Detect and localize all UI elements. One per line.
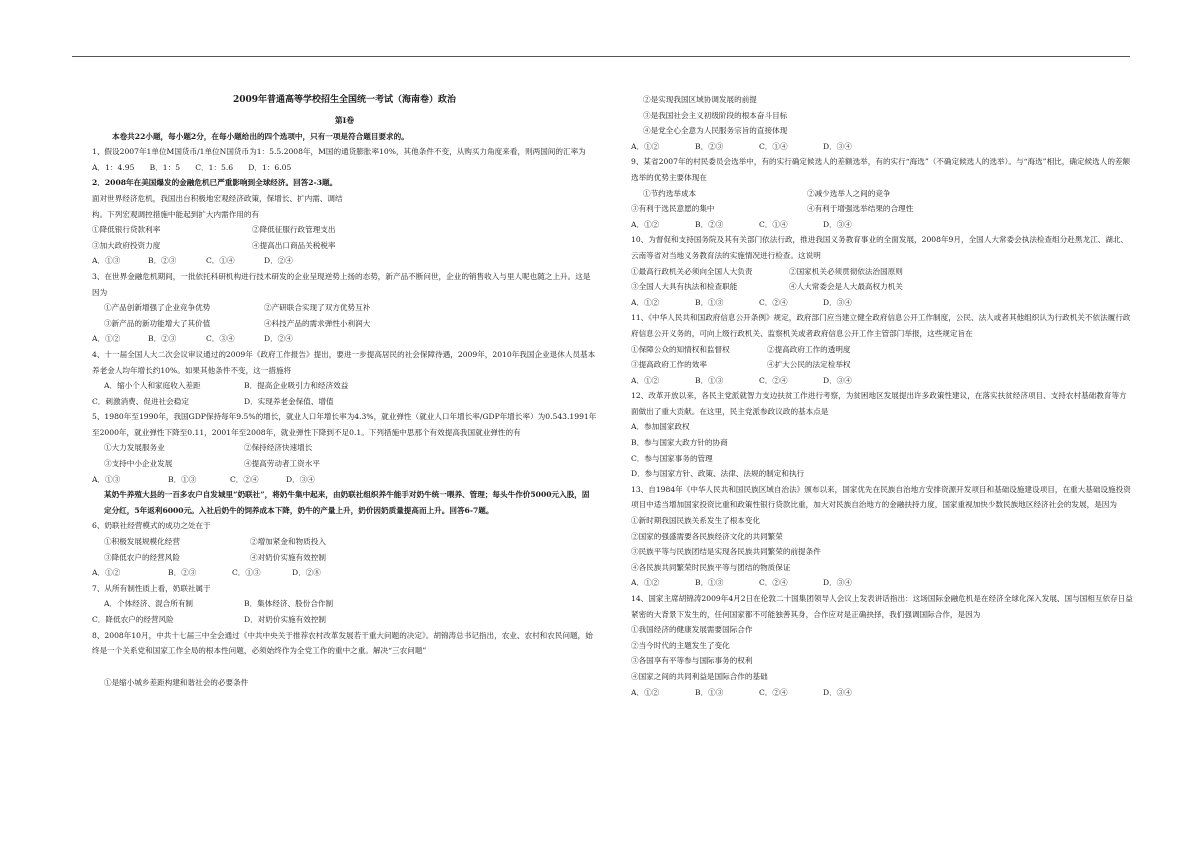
q6-option-d: D．②⑧ — [292, 568, 321, 578]
q10-stem: 10、为督促和支持国务院及其有关部门依法行政，推进我国义务教育事业的全面发展，2008年9月，全国人大常委会执法检查组分赴黑龙江、湖北、云南等省对当地义务教育法的实施情况进行检查。这说明 — [631, 235, 1129, 260]
material-2-3: 2．2008年在美国爆发的金融危机已严重影响到全球经济。回答2-3题。 — [92, 178, 338, 188]
instructions: 本卷共22小题，每小题2分，在每小题给出的四个选项中，只有一项是符合题目要求的。 — [112, 131, 409, 141]
q9-stem: 9、某省2007年的村民委员会选举中，有的实行确定候选人的差额选举，有的实行“海选”（不确定候选人的选举）。与“海选”相比，确定候选人的差额选举的优势主要体现在 — [631, 157, 1131, 182]
q14-stem: 14、国家主席胡锦涛2009年4月2日在伦敦二十国集团领导人会议上发表讲话指出：这场国际金融危机是在经济全球化深入发展、国与国相互依存日益紧密的大背景下发生的，任何国家都不可能独善其身，合作应对是正确抉择，我们强调国际合作，是因为 — [631, 594, 1133, 619]
q3-choice-2: ②产研联合实现了双方优势互补 — [264, 303, 371, 313]
q6-choice-row — [92, 534, 597, 550]
q6-option-a: A．①② — [92, 568, 121, 578]
q13-choice-1: ①新时期我国民族关系发生了根本变化 — [631, 516, 761, 526]
q4-stem: 4、十一届全国人大二次会议审议通过的2009年《政府工作报告》提出，要进一步提高居民的社会保障待遇，2009年，2010年我国企业退休人员基本养老金人均年增长约10%。如果其他条件不变，这一措施将 — [92, 349, 596, 375]
q1-stem: 1、假设2007年1单位M国货币/1单位N国货币为1：5.5.2008年，M国的通货膨胀率10%，其他条件不变，从购买力角度来看，则两国间的汇率为 — [92, 147, 586, 157]
q5-choice-1: ①大力发展服务业 — [104, 443, 165, 453]
right-column — [631, 92, 1133, 700]
q3-choice-row — [92, 316, 597, 332]
q11-option-b: B．①③ — [695, 375, 724, 385]
q7-choice-row — [92, 596, 597, 612]
q7-option-b: B．集体经济、股份合作制 — [244, 599, 334, 609]
q9-choice-3: ③有利于选民意愿的集中 — [631, 204, 715, 214]
q8-option-c: C．①④ — [759, 141, 788, 151]
q6-choice-row — [92, 550, 597, 566]
q4-option-d: D．实现养老金保值、增值 — [244, 396, 334, 406]
q10-option-d: D．③④ — [823, 297, 852, 307]
q10-choice-1: ①最高行政机关必须向全国人大负责 — [631, 266, 753, 276]
q8-choice-4: ④是党全心全意为人民服务宗旨的直接体现 — [643, 126, 788, 136]
q11-choice-1: ①保障公众的知情权和监督权 — [631, 344, 730, 354]
q10-option-a: A．①② — [631, 297, 660, 307]
q6-stem: 6、奶联社经营模式的成功之处在于 — [92, 521, 211, 531]
q13-options — [631, 575, 1133, 591]
q4-option-a: A．缩小个人和家庭收入差距 — [104, 381, 201, 391]
q9-choice-2: ②减少选举人之间的竞争 — [807, 188, 891, 198]
q6-option-c: C．①③ — [232, 568, 261, 578]
q14-choice-2: ②当今时代的主题发生了变化 — [631, 640, 730, 650]
q1-options: A．1：4.95 B．1：5 C．1：5.6 D．1：6.05 — [92, 162, 292, 172]
header-rule — [72, 56, 1130, 57]
q3-choice-row — [92, 300, 597, 316]
q5-choice-4: ④提高劳动者工资水平 — [244, 459, 320, 469]
q2-choice-row — [92, 238, 597, 254]
q2-choice-4: ④提高出口商品关税税率 — [252, 240, 336, 250]
q5-option-d: D．③④ — [286, 474, 315, 484]
q9-option-a: A．①② — [631, 219, 660, 229]
q14-choice-4: ④国家之间的共同利益是国际合作的基础 — [631, 671, 768, 681]
q8-option-b: B．②③ — [695, 141, 724, 151]
q8-option-a: A．①② — [631, 141, 660, 151]
left-column — [92, 92, 597, 690]
q8-choice-2: ②是实现我国区域协调发展的前提 — [643, 95, 757, 104]
q9-choice-4: ④有利于增强选举结果的合理性 — [807, 204, 914, 214]
q2-choice-3: ③加大政府投资力度 — [92, 240, 161, 250]
q9-choice-row — [631, 186, 1133, 202]
q3-option-b: B．②③ — [148, 334, 177, 344]
q2-stem-2: 构。下列宏观调控措施中能起到扩大内需作用的有 — [92, 209, 260, 219]
q3-choice-1: ①产品创新增强了企业竞争优势 — [104, 303, 211, 313]
q10-choice-row — [631, 279, 1133, 295]
q11-option-d: D．③④ — [823, 375, 852, 385]
q9-options — [631, 217, 1133, 233]
q2-choice-1: ①降低银行贷款利率 — [92, 225, 161, 235]
q11-option-c: C．②④ — [759, 375, 788, 385]
q14-option-a: A．①② — [631, 687, 660, 697]
q7-option-a: A．个体经济、混合所有制 — [104, 599, 194, 609]
q10-options — [631, 295, 1133, 311]
q3-options — [92, 331, 597, 347]
q4-choice-row — [92, 394, 597, 410]
q12-option-a: A．参加国家政权 — [631, 422, 690, 432]
q11-choice-row — [631, 357, 1133, 373]
q11-choice-3: ③提高政府工作的效率 — [631, 360, 707, 370]
q2-option-c: C．①④ — [206, 256, 235, 266]
q5-option-a: A．①③ — [92, 474, 121, 484]
q14-option-d: D．③④ — [823, 687, 852, 697]
q8-choice-1: ①是缩小城乡差距构建和谐社会的必要条件 — [104, 677, 249, 687]
q4-choice-row — [92, 378, 597, 394]
q14-choice-3: ③各国享有平等参与国际事务的权利 — [631, 656, 753, 666]
q7-option-d: D．对奶价实施有效控制 — [244, 615, 327, 624]
q8-options — [631, 139, 1133, 155]
q4-option-b: B．提高企业吸引力和经济效益 — [244, 381, 349, 391]
q11-options — [631, 373, 1133, 389]
q10-choice-3: ③全国人大具有执法和检查职能 — [631, 282, 738, 292]
exam-title: 2009年普通高等学校招生全国统一考试（海南卷）政治 — [232, 95, 457, 105]
q13-stem: 13、自1984年《中华人民共和国民族区域自治法》颁布以来，国家优先在民族自治地方安排资源开发项目和基础设施建设项目，在重大基础设施投资项目中适当增加国家投资比重和政策性银行贷款比重，加大对民族自治地方的金融扶持力度，国家重视加快少数民族地区经济社会的发展，是因为 — [631, 484, 1131, 510]
q13-choice-2: ②国家的强盛需要各民族经济文化的共同繁荣 — [631, 531, 783, 541]
q2-option-b: B．②③ — [148, 256, 177, 266]
q11-option-a: A．①② — [631, 375, 660, 385]
q12-option-b: B．参与国家大政方针的协商 — [631, 438, 728, 448]
q3-option-d: D．②④ — [264, 334, 293, 344]
q5-option-b: B．①③ — [168, 474, 197, 484]
q9-option-b: B．②③ — [695, 219, 724, 229]
q3-option-c: C．③④ — [206, 334, 235, 344]
q11-choice-2: ②提高政府工作的透明度 — [767, 344, 851, 354]
q9-option-d: D．③④ — [823, 219, 852, 229]
q13-option-b: B．①③ — [695, 578, 724, 588]
q10-choice-4: ④人大常委会是人大最高权力机关 — [789, 282, 903, 292]
q12-option-d: D．参与国家方针、政策、法律、法规的制定和执行 — [631, 469, 805, 479]
q5-option-c: C．②④ — [230, 474, 259, 484]
q6-choice-3: ③降低农户的经营风险 — [104, 552, 180, 562]
q14-choice-1: ①我国经济的健康发展需要国际合作 — [631, 625, 753, 635]
q8-choice-3: ③是我国社会主义初级阶段的根本奋斗目标 — [643, 110, 788, 120]
q11-stem: 11、《中华人民共和国政府信息公开条例》规定，政府部门应当建立健全政府信息公开工作制度，公民、法人或者其他组织认为行政机关不依法履行政府信息公开义务的，可向上级行政机关、监察机关或者政府信息公开工作主管部门举报，这些规定旨在 — [631, 313, 1131, 338]
q2-option-a: A．①③ — [92, 256, 121, 266]
q2-options — [92, 253, 597, 269]
q8-stem: 8、2008年10月，中共十七届三中全会通过《中共中央关于推荐农村改革发展若干重大问题的决定》。胡锦涛总书记指出，农业、农村和农民问题，始终是一个关系党和国家工作全局的根本性问题，必须始终作为全党工作的重中之重。解决“三农问题” — [92, 630, 593, 656]
q7-option-c: C．降低农户的经营风险 — [92, 615, 174, 624]
q6-options — [92, 565, 597, 581]
q3-choice-3: ③新产品的新功能增大了其价值 — [104, 318, 211, 328]
q7-choice-row — [92, 612, 597, 628]
q5-stem: 5、1980年至1990年，我国GDP保持每年9.5%的增长，就业人口年增长率为4.3%，就业弹性（就业人口年增长率/GDP年增长率）为0.543.1991年至2000年，就业弹性下降至0.11，2001年至2008年，就业弹性下降到不足0.1。下列措施中思那个有效提高我国就业弹性的有 — [92, 412, 597, 437]
q10-option-c: C．②④ — [759, 297, 788, 307]
q5-choice-2: ②保持经济快速增长 — [244, 443, 313, 453]
q9-option-c: C．①④ — [759, 219, 788, 229]
q10-option-b: B．①③ — [695, 297, 724, 307]
q8-option-d: D．③④ — [823, 141, 852, 151]
q3-stem: 3、在世界金融危机期间，一批依托科研机构进行技术研发的企业呈现逆势上扬的态势，新产品不断问世，企业的销售收入与里人呢也随之上升。这是因为 — [92, 271, 591, 297]
q14-option-b: B．①③ — [695, 687, 724, 697]
q5-options — [92, 472, 597, 488]
q13-choice-4: ④各民族共同繁荣时民族平等与团结的物质保证 — [631, 562, 791, 572]
q12-option-c: C．参与国家事务的管理 — [631, 453, 713, 463]
q2-choice-2: ②降低征服行政管理支出 — [252, 225, 336, 235]
section-title: 第Ⅰ卷 — [334, 116, 355, 125]
q9-choice-row — [631, 201, 1133, 217]
q6-choice-2: ②增加紧金和物质投入 — [250, 537, 326, 547]
q12-stem: 12、改革开放以来，各民主党派就智力支边扶贫工作进行考察，为贫困地区发展提出许多政策性建议，在落实扶贫经济项目、支持农村基础教育等方面做出了重大贡献。在这里，民主党派参政议政的基本点是 — [631, 391, 1127, 416]
material-6-7: 某奶牛养殖大县的一百多农户自发城里“奶联社”，将奶牛集中起来，由奶联社组织养牛能手对奶牛统一喂养、管理；每头牛作价5000元入股，固定分红，5年返利6000元。入社后奶牛的饲养成本下降，奶牛的产量上升，奶价因奶质量提高而上升。回答6-7题。 — [104, 490, 590, 515]
q7-stem: 7、从所有制性质上看，奶联社属于 — [92, 583, 211, 593]
q6-option-b: B．②③ — [168, 568, 197, 578]
q3-option-a: A．①② — [92, 334, 121, 344]
q13-option-c: C．②④ — [759, 578, 788, 588]
q5-choice-3: ③支持中小企业发展 — [104, 459, 173, 469]
q2-stem-1: 面对世界经济危机，我国出台积极地宏观经济政策，保增长、扩内需、调结 — [92, 193, 343, 203]
q5-choice-row — [92, 456, 597, 472]
q6-choice-1: ①积极发展规模化经营 — [104, 537, 180, 547]
q4-option-c: C．刺激消费、促进社会稳定 — [92, 396, 189, 406]
q14-options — [631, 685, 1133, 701]
q10-choice-row — [631, 264, 1133, 280]
spacer — [92, 659, 597, 675]
q13-choice-3: ③民族平等与民族团结是实现各民族共同繁荣的前提条件 — [631, 547, 821, 557]
q14-option-c: C．②④ — [759, 687, 788, 697]
q5-choice-row — [92, 440, 597, 456]
q6-choice-4: ④对奶价实施有效控制 — [250, 552, 326, 562]
q9-choice-1: ①节约选举成本 — [643, 188, 697, 198]
q10-choice-2: ②国家机关必须贯彻依法治国原则 — [789, 266, 903, 276]
q11-choice-4: ④扩大公民的法定检举权 — [767, 360, 851, 370]
q13-option-d: D．③④ — [823, 578, 852, 588]
q3-choice-4: ④科技产品的需求弹性小利润大 — [264, 318, 371, 328]
q2-option-d: D．②④ — [264, 256, 293, 266]
q11-choice-row — [631, 342, 1133, 358]
q2-choice-row — [92, 222, 597, 238]
q13-option-a: A．①② — [631, 578, 660, 588]
